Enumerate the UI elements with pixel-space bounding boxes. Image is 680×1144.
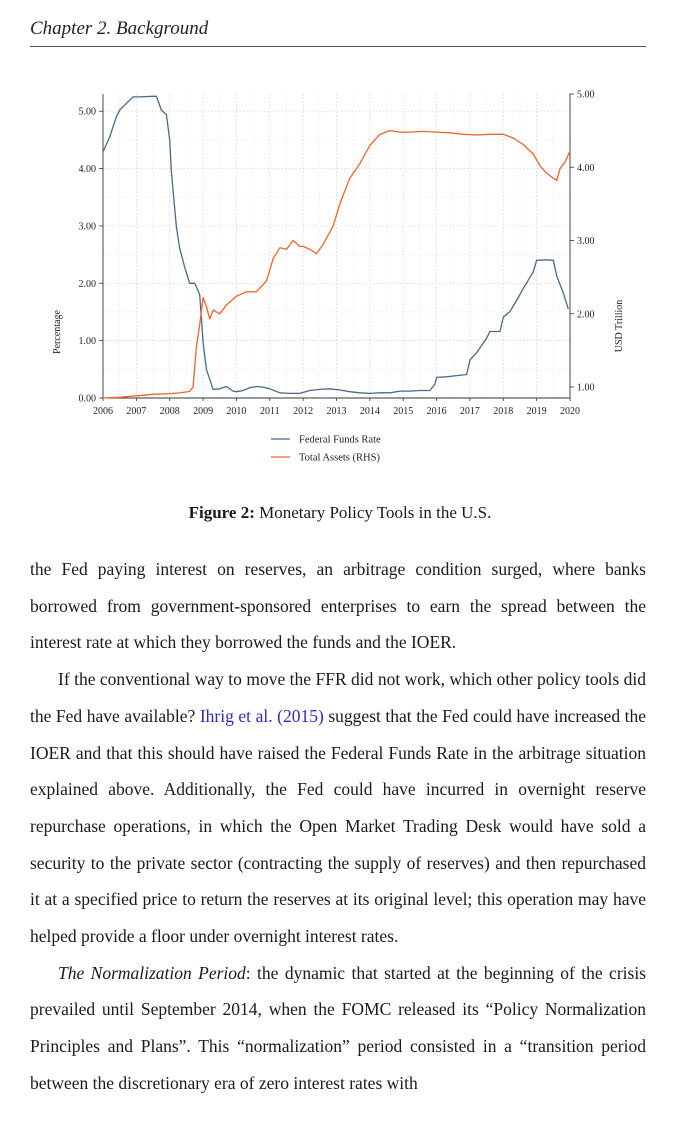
header-rule xyxy=(30,46,646,47)
x-tick-label: 2020 xyxy=(560,406,580,417)
figure-caption xyxy=(0,503,680,523)
paragraph-2-start: If the conventional way to move the FFR did not work, which other policy tools did the Fed have available? xyxy=(30,669,646,726)
x-tick-label: 2010 xyxy=(226,406,247,417)
y-axis-label: Percentage xyxy=(52,310,63,354)
paragraph-2 xyxy=(30,661,646,955)
x-tick-label: 2019 xyxy=(526,406,547,417)
y-tick-label: 4.00 xyxy=(78,164,96,176)
chart-series xyxy=(103,96,570,398)
y-right-tick-label: 1.00 xyxy=(577,382,595,394)
x-tick-label: 2007 xyxy=(126,406,147,417)
y-tick-label: 1.00 xyxy=(78,336,96,348)
y-right-tick-label: 5.00 xyxy=(577,89,595,101)
x-tick-label: 2013 xyxy=(326,406,347,417)
x-tick-label: 2006 xyxy=(93,406,113,417)
y-tick-label: 5.00 xyxy=(78,106,96,118)
x-tick-label: 2015 xyxy=(393,406,414,417)
chart-legend xyxy=(271,435,381,464)
section-run-in-title: The Normalization Period xyxy=(58,962,246,983)
paragraph-3 xyxy=(30,955,646,1102)
x-tick-label: 2014 xyxy=(359,406,380,417)
legend-label: Federal Funds Rate xyxy=(299,434,381,446)
paragraph-2-rest: suggest that the Fed could have increased the IOER and that this should have raised the Federal Funds Rate in the arbitrage situation explained above. Additionally, the Fed could have incurred in overnight reserve repurchase operations, in which the Open Market Trading Desk would have sold a security to the private sector (contracting the supply of reserves) and then repurchased it at a specified price to return the reserves at its original level; this operation may have helped provide a floor under overnight interest rates. xyxy=(30,705,647,947)
fed-funds-rate-line xyxy=(103,96,568,393)
x-tick-label: 2009 xyxy=(193,406,214,417)
legend-label: Total Assets (RHS) xyxy=(299,452,380,464)
x-tick-label: 2008 xyxy=(159,406,180,417)
running-head: Chapter 2. Background xyxy=(30,18,209,39)
y-tick-label: 3.00 xyxy=(78,221,96,233)
y-tick-label: 0.00 xyxy=(78,393,96,405)
y-right-tick-label: 4.00 xyxy=(577,162,595,174)
y-right-tick-label: 3.00 xyxy=(577,236,595,248)
caption-text: Monetary Policy Tools in the U.S. xyxy=(254,503,492,522)
paragraph-1: the Fed paying interest on reserves, an arbitrage condition surged, where banks borrowed from government-sponsored enterprises to earn the spread between the interest rate at which they borrowed the funds and the IOER. xyxy=(30,559,646,653)
caption-label: Figure 2: xyxy=(188,503,255,522)
x-tick-label: 2016 xyxy=(426,406,447,417)
x-tick-label: 2018 xyxy=(493,406,514,417)
body-text xyxy=(30,551,646,1102)
chart-grid xyxy=(103,94,570,398)
y-axis-right-label: USD Trillion xyxy=(614,299,625,353)
x-tick-label: 2012 xyxy=(293,406,314,417)
y-tick-label: 2.00 xyxy=(78,278,96,290)
x-tick-label: 2011 xyxy=(259,406,280,417)
monetary-policy-chart xyxy=(0,80,680,480)
y-right-tick-label: 2.00 xyxy=(577,309,595,321)
citation-link[interactable]: Ihrig et al. (2015) xyxy=(199,705,324,726)
x-tick-label: 2017 xyxy=(459,406,480,417)
paragraph-3-text: : the dynamic that started at the beginning of the crisis prevailed until September 2014, when the FOMC released its “Policy Normalization Principles and Plans”. This “normalization” period consisted in a “transition period between the discretionary era of zero interest rates with xyxy=(30,962,646,1093)
